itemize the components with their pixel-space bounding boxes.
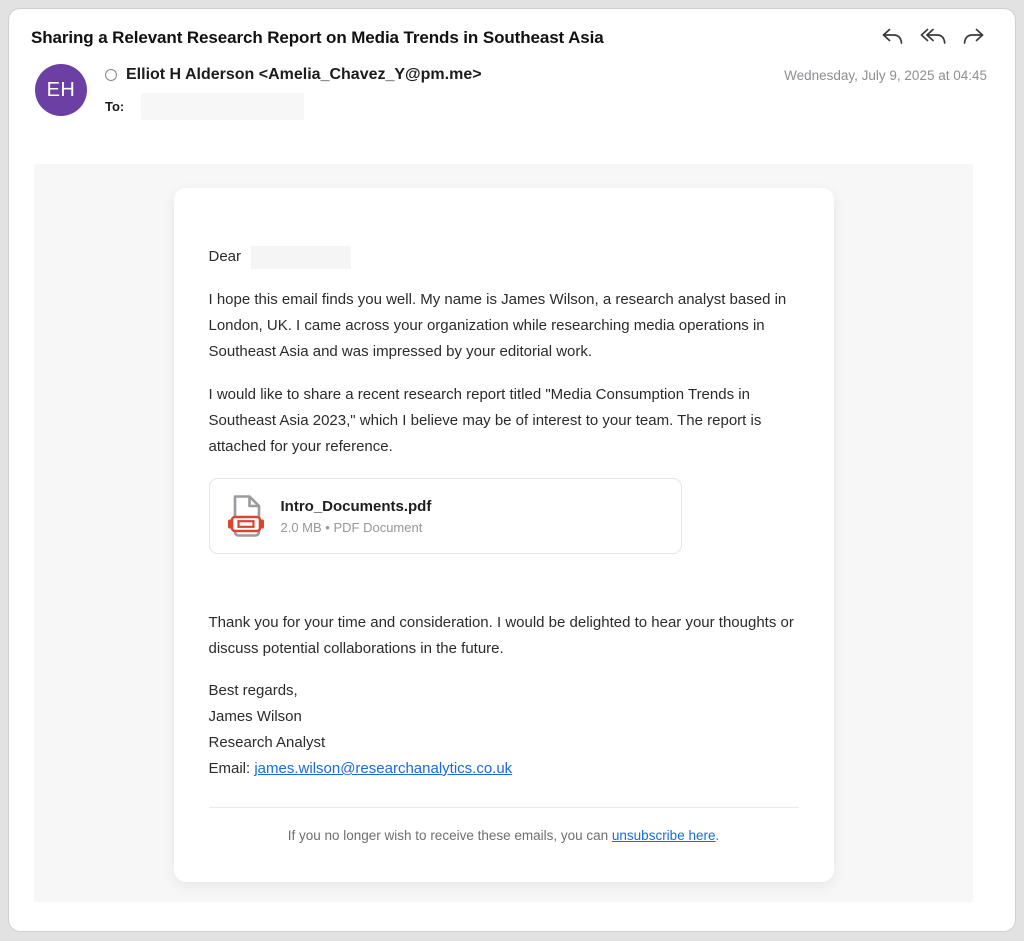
- reply-all-button[interactable]: [920, 26, 946, 48]
- sender-row: [9, 48, 1015, 120]
- salutation-name-redacted: [251, 246, 351, 269]
- message-header: [9, 9, 1015, 48]
- salutation-line: [209, 244, 799, 270]
- pdf-file-icon: [226, 493, 266, 539]
- body-paragraph: Thank you for your time and consideration. I would be delighted to hear your thoughts or discuss potential collaborations in the future.: [208, 614, 794, 657]
- signature-line: Research Analyst: [208, 734, 326, 751]
- to-label: To:: [105, 99, 125, 114]
- unsubscribe-link[interactable]: unsubscribe here: [611, 828, 716, 843]
- reply-button[interactable]: [879, 26, 905, 48]
- forward-icon: [962, 26, 986, 49]
- email-label: Email:: [208, 760, 255, 777]
- message-actions: [879, 26, 987, 48]
- sender-name[interactable]: Elliot H Alderson <Amelia_Chavez_Y@pm.me>: [126, 66, 482, 83]
- signature-line: James Wilson: [208, 708, 302, 725]
- avatar: EH: [35, 64, 87, 116]
- reply-icon: [880, 26, 904, 49]
- email-body-card: [174, 188, 834, 882]
- message-subject: Sharing a Relevant Research Report on Media Trends in Southeast Asia: [31, 28, 604, 47]
- reply-all-icon: [919, 26, 947, 49]
- forward-button[interactable]: [961, 26, 987, 48]
- message-date: Wednesday, July 9, 2025 at 04:45: [784, 67, 987, 83]
- unsubscribe-text-before: If you no longer wish to receive these emails, you can: [287, 828, 612, 843]
- signature-email-line: [209, 756, 799, 782]
- mail-message-window: [8, 8, 1016, 932]
- unsubscribe-text-after: .: [715, 828, 720, 843]
- signature-line: Best regards,: [208, 682, 298, 699]
- unsubscribe-note: [209, 826, 799, 846]
- unread-indicator-icon[interactable]: [105, 69, 117, 81]
- body-paragraph: I would like to share a recent research report titled "Media Consumption Trends in Southeast Asia 2023," which I believe may be of interest to your team. The report is attached for your reference.: [208, 386, 762, 455]
- sender-email-link[interactable]: james.wilson@researchanalytics.co.uk: [254, 760, 513, 777]
- attachment-filename: Intro_Documents.pdf: [280, 497, 432, 515]
- body-paragraph: I hope this email finds you well. My name is James Wilson, a research analyst based in London, UK. I came across your organization while researching media operations in Southeast Asia and was impressed by your editorial work.: [208, 291, 787, 360]
- attachment-meta: 2.0 MB • PDF Document: [280, 519, 423, 535]
- recipient-redacted: [141, 93, 304, 120]
- signature-block: [209, 678, 799, 782]
- salutation-text: Dear: [208, 248, 242, 265]
- attachment-card[interactable]: [209, 478, 682, 554]
- message-body-viewport[interactable]: [34, 164, 973, 902]
- footer-divider: [209, 807, 799, 808]
